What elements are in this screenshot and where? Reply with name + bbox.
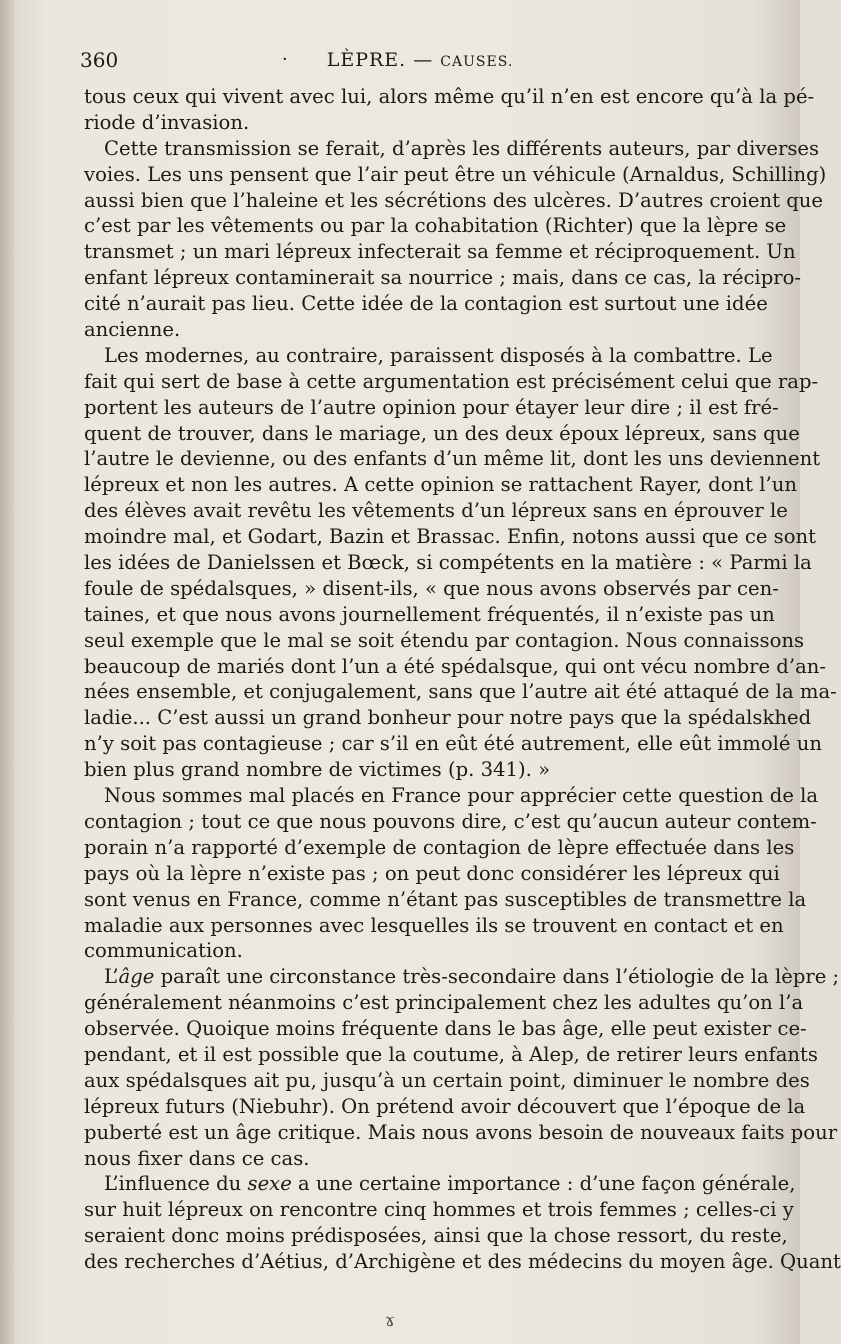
text-line: seul exemple que le mal se soit étendu par contagion. Nous connaissons bbox=[84, 628, 805, 652]
text-line: pendant, et il est possible que la coutume, à Alep, de retirer leurs enfants bbox=[84, 1042, 818, 1066]
text-line: bien plus grand nombre de victimes (p. 341). » bbox=[84, 758, 551, 782]
text-line: lépreux et non les autres. A cette opinion se rattachent Rayer, dont l’un bbox=[84, 473, 797, 497]
text-line: ladie... C’est aussi un grand bonheur pour notre pays que la spédalskhed bbox=[84, 706, 812, 730]
text-line: sur huit lépreux on rencontre cinq hommes et trois femmes ; celles-ci y bbox=[84, 1198, 794, 1222]
text-line: pays où la lèpre n’existe pas ; on peut donc considérer les lépreux qui bbox=[84, 861, 780, 885]
body-text bbox=[84, 84, 841, 1275]
text-line: porain n’a rapporté d’exemple de contagion de lèpre effectuée dans les bbox=[84, 835, 795, 859]
text-line: aux spédalsques ait pu, jusqu’à un certain point, diminuer le nombre des bbox=[84, 1068, 810, 1092]
text-line: des élèves avait revêtu les vêtements d’un lépreux sans en éprouver le bbox=[84, 499, 788, 523]
book-gutter bbox=[0, 0, 14, 1344]
text-line: contagion ; tout ce que nous pouvons dire, c’est qu’aucun auteur contem- bbox=[84, 809, 817, 833]
text-line: seraient donc moins prédisposées, ainsi que la chose ressort, du reste, bbox=[84, 1224, 788, 1248]
text-line: ancienne. bbox=[84, 318, 181, 342]
text-line: n’y soit pas contagieuse ; car s’il en eût été autrement, elle eût immolé un bbox=[84, 732, 822, 756]
text-line: fait qui sert de base à cette argumentation est précisément celui que rap- bbox=[84, 369, 819, 393]
running-title bbox=[80, 46, 760, 76]
running-title-main: LÈPRE. bbox=[326, 49, 407, 71]
italic-word: âge bbox=[118, 965, 155, 989]
running-header bbox=[80, 46, 760, 74]
text-line: voies. Les uns pensent que l’air peut être un véhicule (Arnaldus, Schilling) bbox=[84, 162, 827, 186]
text-line: communication. bbox=[84, 939, 243, 963]
text-line: Les modernes, au contraire, paraissent disposés à la combattre. Le bbox=[104, 343, 773, 367]
text-line: riode d’invasion. bbox=[84, 110, 250, 134]
text-line: portent les auteurs de l’autre opinion pour étayer leur dire ; il est fré- bbox=[84, 395, 779, 419]
text-line: transmet ; un mari lépreux infecterait sa femme et réciproquement. Un bbox=[84, 240, 796, 264]
footer-ornament: ɤ bbox=[384, 1310, 396, 1331]
text-line: les idées de Danielssen et Bœck, si compétents en la matière : « Parmi la bbox=[84, 551, 812, 575]
text-line: beaucoup de mariés dont l’un a été spédalsque, qui ont vécu nombre d’an- bbox=[84, 654, 826, 678]
text-line: cité n’aurait pas lieu. Cette idée de la contagion est surtout une idée bbox=[84, 292, 768, 316]
text-line: puberté est un âge critique. Mais nous avons besoin de nouveaux faits pour bbox=[84, 1120, 838, 1144]
text-line: généralement néanmoins c’est principalement chez les adultes qu’on l’a bbox=[84, 991, 804, 1015]
text-line: maladie aux personnes avec lesquelles ils se trouvent en contact et en bbox=[84, 913, 784, 937]
text-line: enfant lépreux contaminerait sa nourrice ; mais, dans ce cas, la récipro- bbox=[84, 266, 802, 290]
text-line: des recherches d’Aétius, d’Archigène et des médecins du moyen âge. Quant bbox=[84, 1250, 841, 1274]
text-line: observée. Quoique moins fréquente dans le bas âge, elle peut exister ce- bbox=[84, 1017, 807, 1041]
text-line: taines, et que nous avons journellement fréquentés, il n’existe pas un bbox=[84, 602, 775, 626]
text-line: quent de trouver, dans le mariage, un des deux époux lépreux, sans que bbox=[84, 421, 800, 445]
text-line: l’autre le devienne, ou des enfants d’un même lit, dont les uns deviennent bbox=[84, 447, 821, 471]
text-line: aussi bien que l’haleine et les sécrétions des ulcères. D’autres croient que bbox=[84, 188, 823, 212]
text-line: tous ceux qui vivent avec lui, alors même qu’il n’en est encore qu’à la pé- bbox=[84, 85, 815, 108]
italic-word: sexe bbox=[247, 1172, 292, 1196]
running-title-subtitle: CAUSES. bbox=[440, 54, 514, 70]
text-line: Cette transmission se ferait, d’après les différents auteurs, par diverses bbox=[104, 136, 820, 160]
text-line: nées ensemble, et conjugalement, sans que l’autre ait été attaqué de la ma- bbox=[84, 680, 837, 704]
text-line: foule de spédalsques, » disent-ils, « que nous avons observés par cen- bbox=[84, 576, 779, 600]
text-line: Nous sommes mal placés en France pour apprécier cette question de la bbox=[104, 784, 819, 808]
text-line: L’âge paraît une circonstance très-secondaire dans l’étiologie de la lèpre ; bbox=[104, 965, 840, 989]
running-title-dash: — bbox=[406, 49, 441, 71]
text-line: sont venus en France, comme n’étant pas susceptibles de transmettre la bbox=[84, 887, 807, 911]
text-line: nous fixer dans ce cas. bbox=[84, 1146, 310, 1170]
text-line: L’influence du sexe a une certaine importance : d’une façon générale, bbox=[104, 1172, 796, 1196]
text-line: moindre mal, et Godart, Bazin et Brassac. Enfin, notons aussi que ce sont bbox=[84, 525, 817, 549]
text-line: c’est par les vêtements ou par la cohabitation (Richter) que la lèpre se bbox=[84, 214, 787, 238]
page-number: 360 bbox=[80, 48, 119, 72]
text-line: lépreux futurs (Niebuhr). On prétend avoir découvert que l’époque de la bbox=[84, 1094, 806, 1118]
header-separator-dot: · bbox=[282, 49, 288, 70]
